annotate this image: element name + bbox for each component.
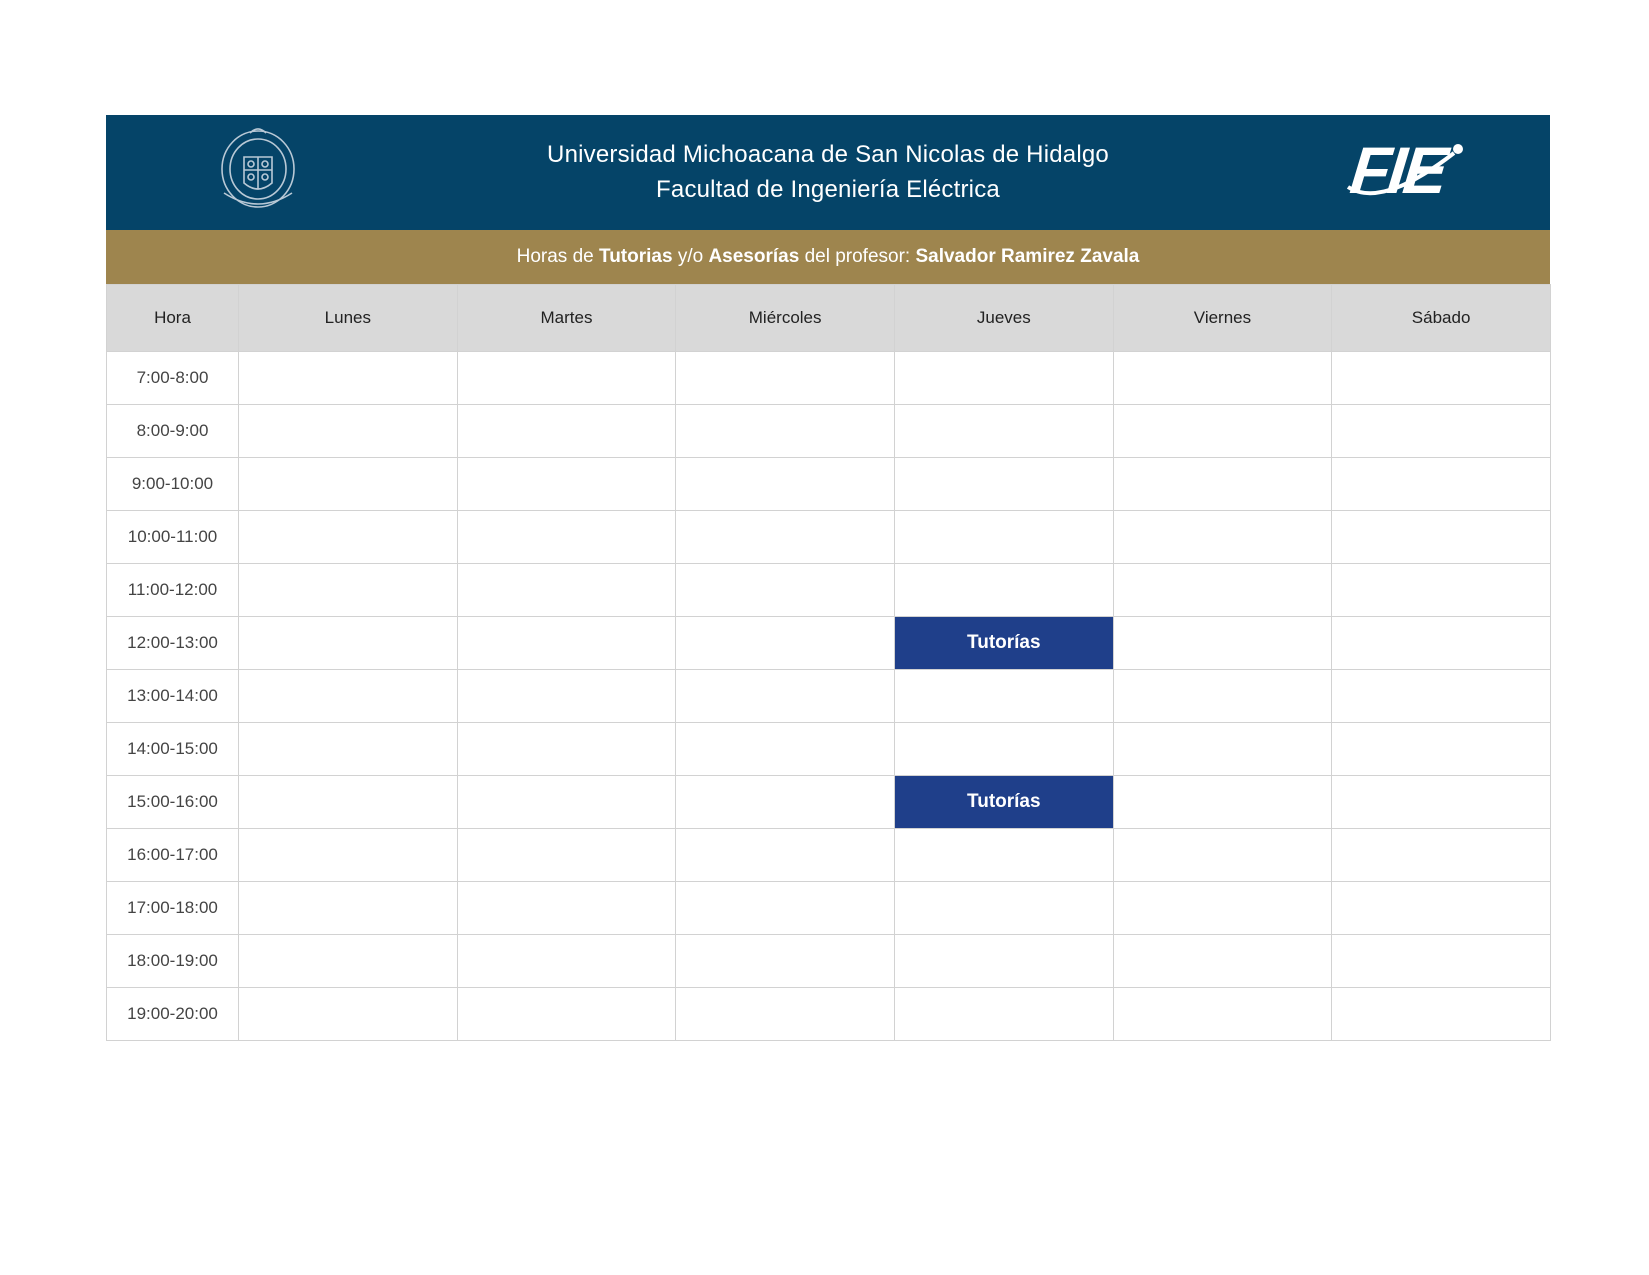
table-row — [107, 458, 1551, 511]
slot-cell-sabado — [1332, 405, 1551, 458]
slot-cell-martes — [457, 670, 676, 723]
slot-cell-viernes — [1113, 458, 1332, 511]
faculty-name: Facultad de Ingeniería Eléctrica — [656, 176, 1000, 203]
hora-cell: 8:00-9:00 — [107, 405, 239, 458]
header-titles — [106, 137, 1550, 207]
table-row — [107, 670, 1551, 723]
slot-cell-jueves — [894, 723, 1113, 776]
slot-cell-viernes — [1113, 882, 1332, 935]
slot-cell-jueves — [894, 564, 1113, 617]
slot-cell-jueves — [894, 458, 1113, 511]
slot-cell-viernes — [1113, 935, 1332, 988]
slot-cell-lunes — [239, 405, 458, 458]
hora-cell: 12:00-13:00 — [107, 617, 239, 670]
slot-cell-jueves — [894, 352, 1113, 405]
slot-cell-martes — [457, 458, 676, 511]
table-row — [107, 935, 1551, 988]
column-header-viernes: Viernes — [1113, 285, 1332, 352]
hora-cell: 19:00-20:00 — [107, 988, 239, 1041]
hora-cell: 10:00-11:00 — [107, 511, 239, 564]
column-header-lunes: Lunes — [239, 285, 458, 352]
table-row — [107, 776, 1551, 829]
column-header-jueves: Jueves — [894, 285, 1113, 352]
schedule-table — [106, 284, 1551, 1041]
slot-cell-lunes — [239, 988, 458, 1041]
slot-cell-sabado — [1332, 723, 1551, 776]
slot-cell-viernes — [1113, 723, 1332, 776]
table-row — [107, 564, 1551, 617]
slot-cell-martes — [457, 882, 676, 935]
slot-cell-lunes — [239, 458, 458, 511]
slot-cell-viernes — [1113, 352, 1332, 405]
slot-cell-miercoles — [676, 352, 895, 405]
slot-cell-martes — [457, 511, 676, 564]
tutoria-slot-jueves: Tutorías — [894, 617, 1113, 670]
slot-cell-sabado — [1332, 511, 1551, 564]
subtitle-asesorias: Asesorías — [708, 246, 800, 267]
hora-cell: 15:00-16:00 — [107, 776, 239, 829]
slot-cell-lunes — [239, 564, 458, 617]
hora-cell: 18:00-19:00 — [107, 935, 239, 988]
fie-logo-text: FIE — [1346, 134, 1449, 208]
table-row — [107, 882, 1551, 935]
slot-cell-martes — [457, 617, 676, 670]
slot-cell-miercoles — [676, 882, 895, 935]
slot-cell-miercoles — [676, 458, 895, 511]
slot-cell-viernes — [1113, 829, 1332, 882]
subtitle-tutorias: Tutorias — [599, 246, 673, 267]
slot-cell-miercoles — [676, 723, 895, 776]
slot-cell-jueves — [894, 882, 1113, 935]
table-row — [107, 352, 1551, 405]
slot-cell-viernes — [1113, 511, 1332, 564]
subtitle-prefix: Horas de — [516, 246, 599, 267]
column-header-sabado: Sábado — [1332, 285, 1551, 352]
header-row — [107, 285, 1551, 352]
slot-cell-sabado — [1332, 617, 1551, 670]
slot-cell-jueves — [894, 829, 1113, 882]
slot-cell-viernes — [1113, 670, 1332, 723]
table-row — [107, 723, 1551, 776]
hora-cell: 16:00-17:00 — [107, 829, 239, 882]
hora-cell: 17:00-18:00 — [107, 882, 239, 935]
slot-cell-viernes — [1113, 776, 1332, 829]
slot-cell-martes — [457, 352, 676, 405]
fie-logo — [1342, 129, 1466, 209]
hora-cell: 11:00-12:00 — [107, 564, 239, 617]
slot-cell-lunes — [239, 882, 458, 935]
slot-cell-miercoles — [676, 617, 895, 670]
hora-cell: 14:00-15:00 — [107, 723, 239, 776]
slot-cell-viernes — [1113, 988, 1332, 1041]
subtitle-del-profesor: del profesor: — [799, 246, 916, 267]
slot-cell-martes — [457, 564, 676, 617]
slot-cell-sabado — [1332, 776, 1551, 829]
slot-cell-lunes — [239, 776, 458, 829]
slot-cell-miercoles — [676, 405, 895, 458]
slot-cell-miercoles — [676, 988, 895, 1041]
column-header-hora: Hora — [107, 285, 239, 352]
slot-cell-viernes — [1113, 564, 1332, 617]
slot-cell-sabado — [1332, 458, 1551, 511]
slot-cell-lunes — [239, 723, 458, 776]
hora-cell: 7:00-8:00 — [107, 352, 239, 405]
slot-cell-jueves — [894, 988, 1113, 1041]
slot-cell-sabado — [1332, 352, 1551, 405]
slot-cell-lunes — [239, 352, 458, 405]
slot-cell-miercoles — [676, 829, 895, 882]
slot-cell-jueves — [894, 935, 1113, 988]
schedule-body — [107, 352, 1551, 1041]
column-header-miercoles: Miércoles — [676, 285, 895, 352]
table-row — [107, 405, 1551, 458]
slot-cell-jueves — [894, 405, 1113, 458]
subtitle-band — [106, 230, 1550, 284]
slot-cell-jueves — [894, 670, 1113, 723]
slot-cell-martes — [457, 723, 676, 776]
slot-cell-martes — [457, 829, 676, 882]
slot-cell-sabado — [1332, 935, 1551, 988]
slot-cell-sabado — [1332, 670, 1551, 723]
slot-cell-martes — [457, 405, 676, 458]
professor-name: Salvador Ramirez Zavala — [915, 246, 1140, 267]
slot-cell-lunes — [239, 617, 458, 670]
table-row — [107, 988, 1551, 1041]
slot-cell-miercoles — [676, 670, 895, 723]
slot-cell-martes — [457, 935, 676, 988]
slot-cell-jueves — [894, 511, 1113, 564]
slot-cell-miercoles — [676, 776, 895, 829]
university-name: Universidad Michoacana de San Nicolas de Hidalgo — [547, 141, 1109, 168]
hora-cell: 13:00-14:00 — [107, 670, 239, 723]
table-row — [107, 617, 1551, 670]
slot-cell-lunes — [239, 935, 458, 988]
slot-cell-viernes — [1113, 405, 1332, 458]
slot-cell-sabado — [1332, 882, 1551, 935]
schedule-sheet — [106, 115, 1550, 1041]
slot-cell-martes — [457, 776, 676, 829]
table-row — [107, 829, 1551, 882]
slot-cell-viernes — [1113, 617, 1332, 670]
table-row — [107, 511, 1551, 564]
subtitle-yo: y/o — [672, 246, 709, 267]
tutoria-slot-jueves: Tutorías — [894, 776, 1113, 829]
slot-cell-miercoles — [676, 564, 895, 617]
slot-cell-lunes — [239, 829, 458, 882]
slot-cell-miercoles — [676, 511, 895, 564]
slot-cell-sabado — [1332, 564, 1551, 617]
slot-cell-lunes — [239, 670, 458, 723]
header-band — [106, 115, 1550, 230]
slot-cell-miercoles — [676, 935, 895, 988]
slot-cell-lunes — [239, 511, 458, 564]
slot-cell-martes — [457, 988, 676, 1041]
slot-cell-sabado — [1332, 988, 1551, 1041]
hora-cell: 9:00-10:00 — [107, 458, 239, 511]
column-header-martes: Martes — [457, 285, 676, 352]
slot-cell-sabado — [1332, 829, 1551, 882]
